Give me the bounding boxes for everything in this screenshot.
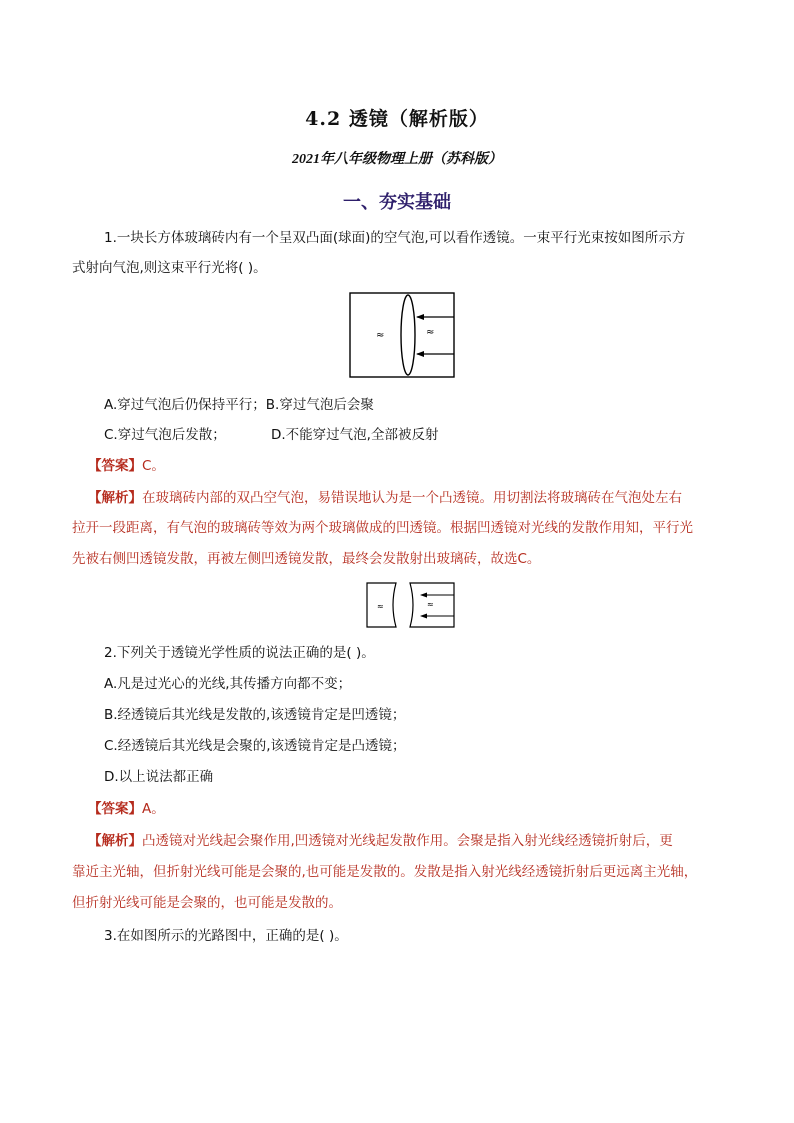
analysis-label: 【解析】 [88,833,142,849]
q2-option-c: C.经透镜后其光线是会聚的,该透镜肯定是凸透镜； [104,738,406,754]
q3-stem: 3.在如图所示的光路图中，正确的是( )。 [104,928,348,944]
q1-figure-glass-brick [346,290,458,380]
q1-stem-line1: 1.一块长方体玻璃砖内有一个呈双凸面(球面)的空气泡,可以看作透镜。一束平行光束按如图所示方 [104,230,686,246]
q2-option-b: B.经透镜后其光线是发散的,该透镜肯定是凹透镜； [104,707,406,723]
q1-option-ab: A.穿过气泡后仍保持平行；B.穿过气泡后会聚 [104,397,374,413]
q1-analysis-line1 [88,488,708,508]
glass-mark-right: ≈ [426,327,435,338]
q1-option-d: D.不能穿过气泡,全部被反射 [271,427,439,443]
q2-analysis-line1 [88,831,708,851]
analysis-label: 【解析】 [88,490,142,506]
glass-mark-left: ≈ [376,330,385,341]
page-subtitle: 2021年八年级物理上册（苏科版） [292,152,502,167]
analysis-mark-left: ≈ [377,602,384,611]
section-heading: 一、夯实基础 [343,192,451,213]
analysis-text: 凸透镜对光线起会聚作用,凹透镜对光线起发散作用。会聚是指入射光线经透镜折射后，更 [142,833,673,849]
q1-analysis-line3: 先被右侧凹透镜发散，再被左侧凹透镜发散，最终会发散射出玻璃砖，故选C。 [72,551,541,567]
arrow-head-bottom-icon [416,351,424,357]
arrow-head-top-icon [416,314,424,320]
q2-analysis-line2: 靠近主光轴，但折射光线可能是会聚的,也可能是发散的。发散是指入射光线经透镜折射后更远离主光轴， [72,864,698,880]
q1-analysis-line2: 拉开一段距离，有气泡的玻璃砖等效为两个玻璃做成的凹透镜。根据凹透镜对光线的发散作用知，平行光 [72,520,693,536]
answer-label: 【答案】 [88,458,142,474]
answer-value: A。 [142,801,165,817]
answer-label: 【答案】 [88,801,142,817]
q1-answer [88,456,708,476]
page-title: 4.2 透镜（解析版） [305,108,489,130]
q2-answer [88,799,708,819]
q2-option-a: A.凡是过光心的光线,其传播方向都不变； [104,676,352,692]
analysis-arrow-top-icon [420,593,427,598]
air-bubble-lens [401,295,415,375]
answer-value: C。 [142,458,165,474]
q2-analysis-line3: 但折射光线可能是会聚的，也可能是发散的。 [72,895,342,911]
analysis-arrow-bottom-icon [420,614,427,619]
q2-stem: 2.下列关于透镜光学性质的说法正确的是( )。 [104,645,375,661]
q2-option-d: D.以上说法都正确 [104,769,214,785]
glass-brick-outline [350,293,454,377]
q1-stem-line2: 式射向气泡,则这束平行光将( )。 [72,260,267,276]
analysis-mark-right: ≈ [427,600,434,609]
analysis-text: 在玻璃砖内部的双凸空气泡，易错误地认为是一个凸透镜。用切割法将玻璃砖在气泡处左右 [142,490,682,506]
q1-analysis-figure-concave-lenses [364,580,458,630]
q1-option-c: C.穿过气泡后发散； [104,427,226,443]
